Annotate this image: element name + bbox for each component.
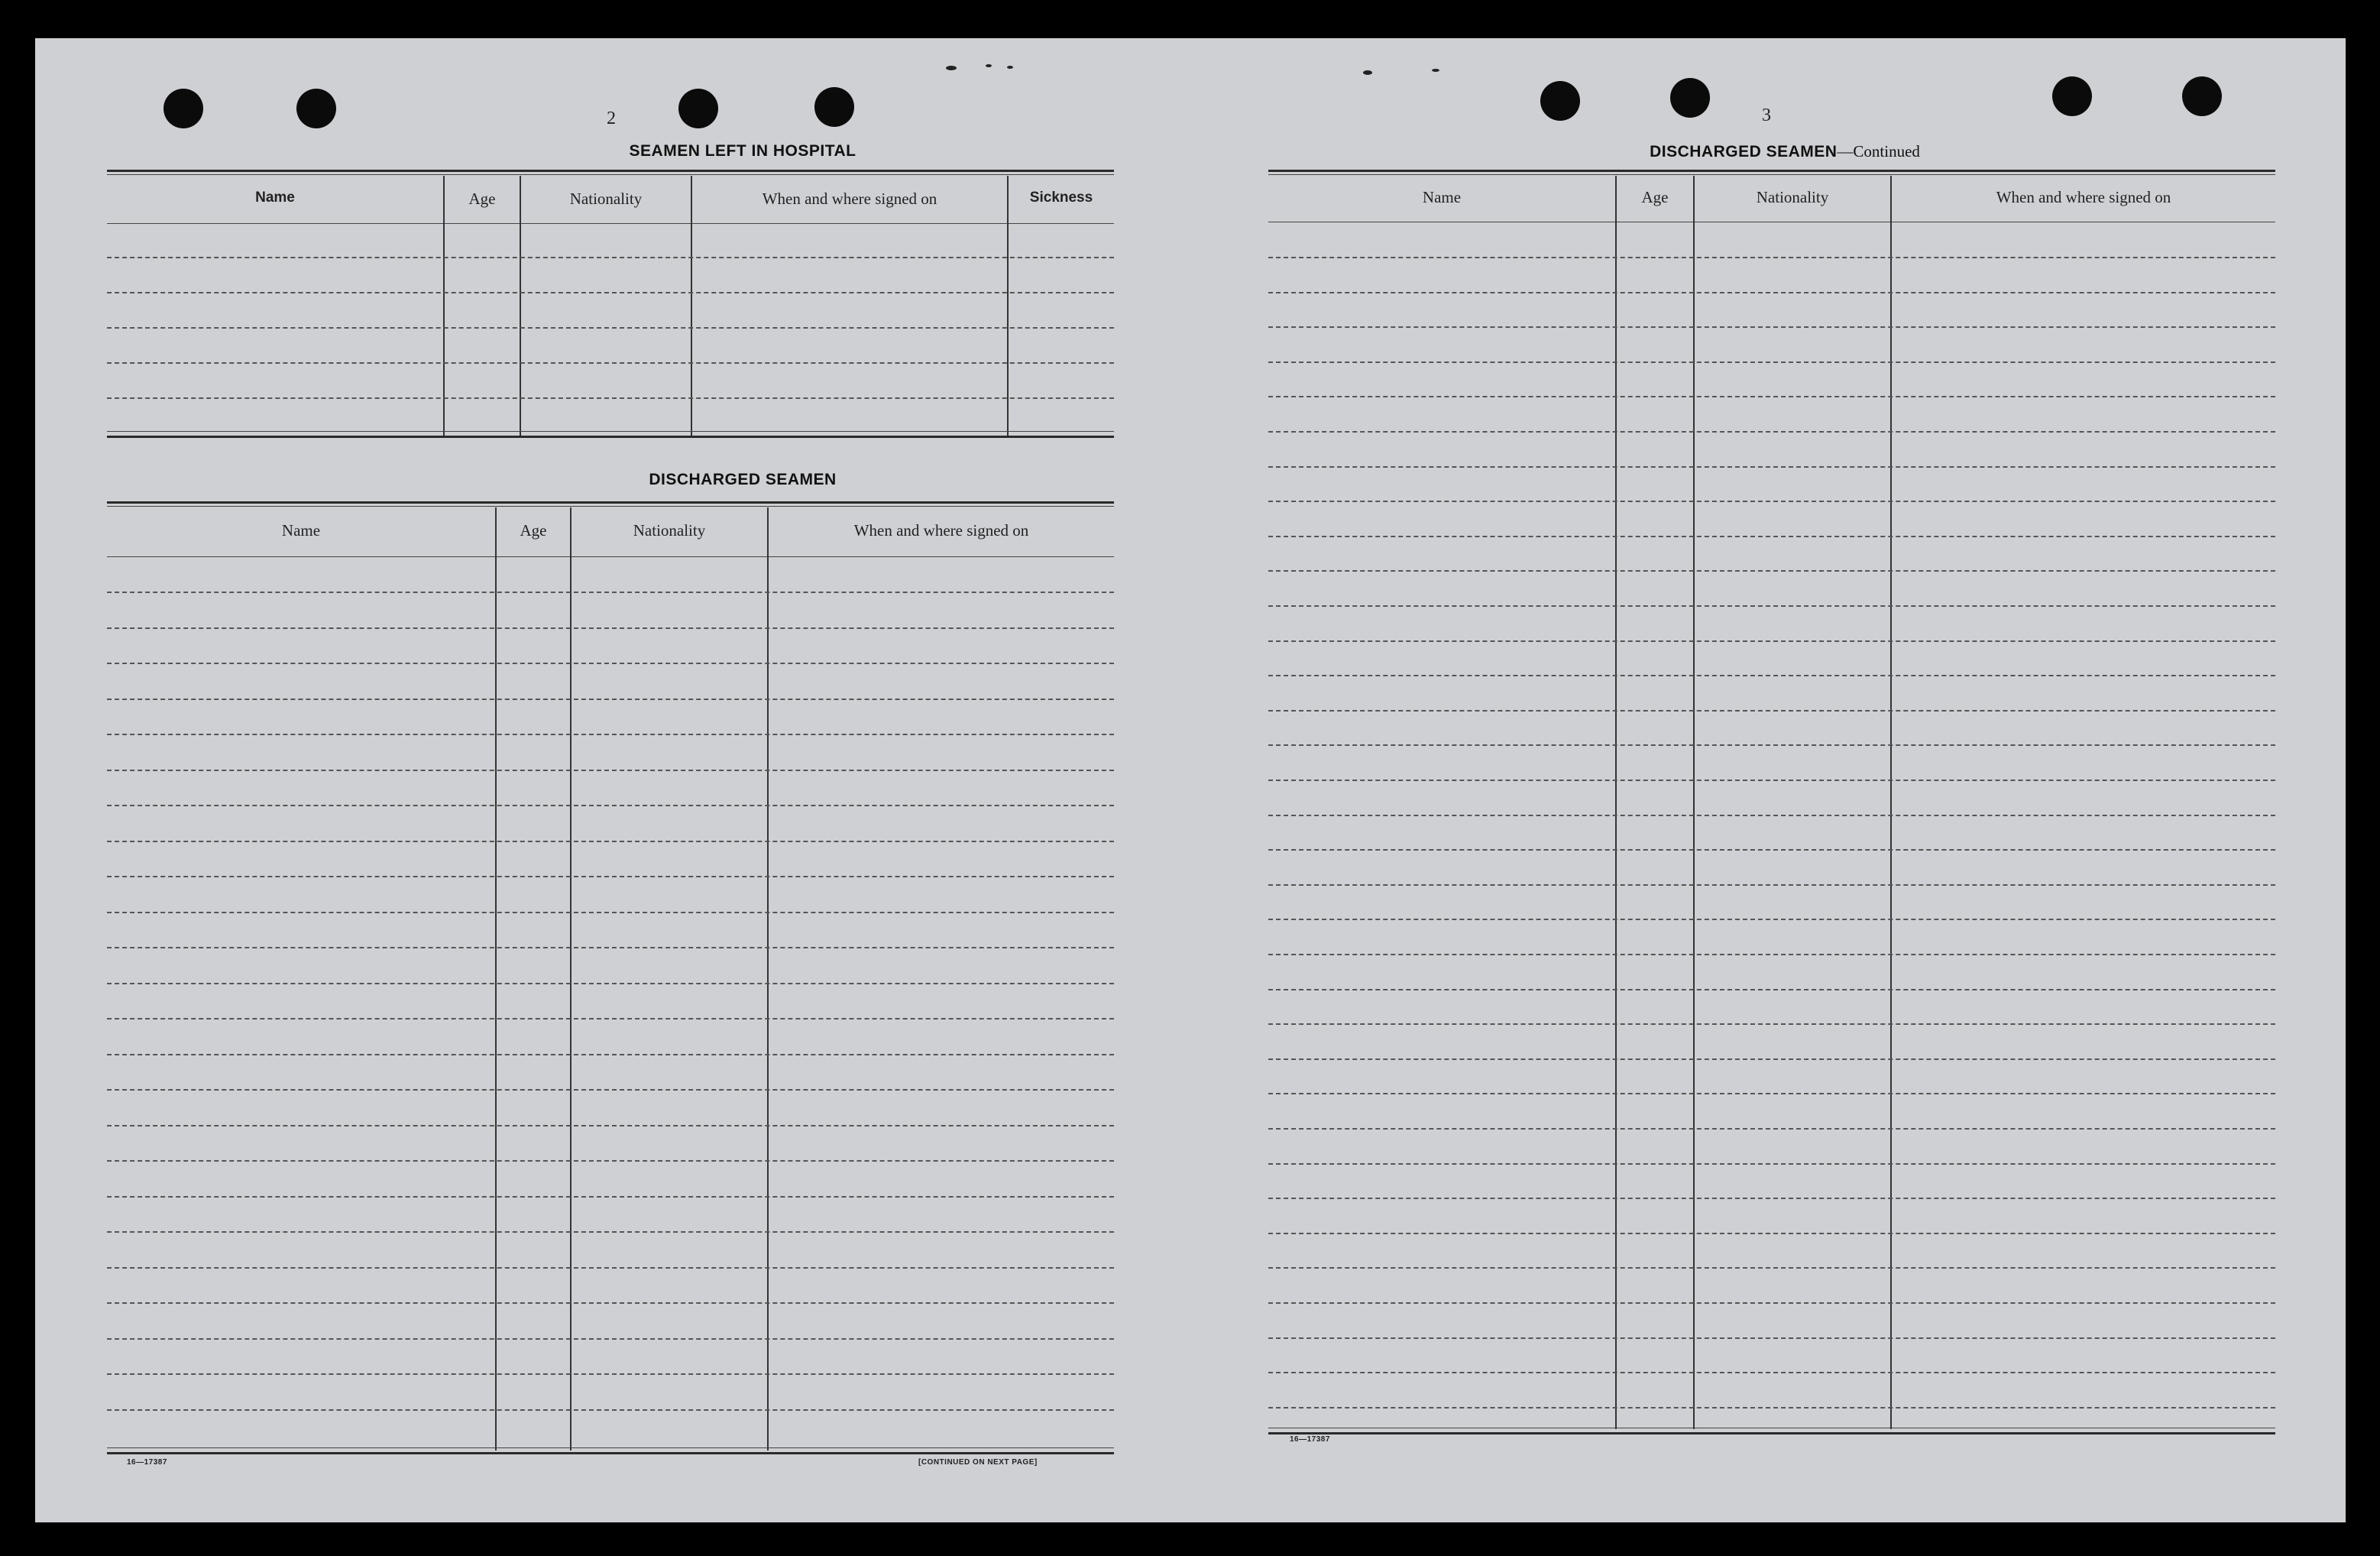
- table-bottom-rule: [107, 1452, 1114, 1454]
- column-divider: [1890, 176, 1892, 1429]
- column-divider: [691, 176, 692, 436]
- punch-hole: [2052, 76, 2092, 116]
- column-divider: [570, 507, 572, 1451]
- table-row: [107, 627, 1114, 629]
- table-row: [1268, 849, 2275, 851]
- table-row: [1268, 536, 2275, 537]
- table-row: [107, 841, 1114, 842]
- table-row: [1268, 744, 2275, 746]
- table-row: [1268, 292, 2275, 293]
- page-number-left: 2: [607, 109, 616, 128]
- table-row: [1268, 1407, 2275, 1409]
- table-row: [107, 876, 1114, 877]
- discharged-table-right: [1268, 170, 2275, 1469]
- table-row: [1268, 919, 2275, 920]
- column-header-signed-on: When and where signed on: [762, 190, 937, 208]
- table-row: [107, 327, 1114, 329]
- table-row: [1268, 1302, 2275, 1304]
- column-header-signed-on: When and where signed on: [1996, 188, 2171, 206]
- column-header-signed-on: When and where signed on: [853, 521, 1029, 540]
- column-divider: [495, 507, 497, 1451]
- table-top-rule: [107, 506, 1114, 507]
- table-row: [1268, 326, 2275, 328]
- table-row: [107, 947, 1114, 948]
- column-header-nationality: Nationality: [1756, 188, 1829, 206]
- table-row: [1268, 815, 2275, 816]
- table-row: [1268, 675, 2275, 676]
- speck: [1007, 66, 1013, 69]
- column-header-name: Name: [281, 521, 321, 540]
- speck: [946, 66, 957, 70]
- column-divider: [443, 176, 445, 436]
- table-row: [107, 592, 1114, 593]
- table-row: [107, 912, 1114, 913]
- punch-hole: [678, 89, 718, 128]
- table-bottom-rule: [107, 1447, 1114, 1448]
- table-row: [107, 699, 1114, 700]
- table-row: [107, 1160, 1114, 1162]
- table-top-rule: [107, 170, 1114, 172]
- table-row: [1268, 570, 2275, 572]
- table-row: [1268, 1163, 2275, 1165]
- discharged-continued-title: [1403, 142, 2167, 161]
- table-bottom-rule: [107, 436, 1114, 438]
- table-row: [1268, 501, 2275, 502]
- table-top-rule: [107, 174, 1114, 175]
- punch-hole: [814, 87, 854, 127]
- table-row: [107, 292, 1114, 293]
- punch-hole: [2182, 76, 2222, 116]
- column-divider: [1693, 176, 1695, 1429]
- column-header-age: Age: [520, 521, 547, 540]
- column-header-age: Age: [468, 190, 496, 208]
- table-row: [107, 257, 1114, 258]
- table-row: [107, 1302, 1114, 1304]
- table-row: [1268, 884, 2275, 886]
- table-row: [1268, 1233, 2275, 1234]
- table-row: [107, 663, 1114, 664]
- table-row: [107, 397, 1114, 399]
- table-row: [107, 734, 1114, 735]
- table-row: [1268, 1267, 2275, 1269]
- column-divider: [1615, 176, 1617, 1429]
- column-divider: [520, 176, 521, 436]
- column-header-name: Name: [1422, 188, 1462, 206]
- table-row: [107, 1196, 1114, 1198]
- table-row: [107, 1231, 1114, 1233]
- table-row: [107, 983, 1114, 984]
- table-row: [1268, 1093, 2275, 1094]
- table-row: [1268, 605, 2275, 607]
- table-row: [1268, 1058, 2275, 1060]
- form-number-left: 16—17387: [127, 1458, 167, 1467]
- table-row: [1268, 954, 2275, 955]
- discharged-table-left: [107, 501, 1114, 1495]
- table-row: [1268, 1337, 2275, 1339]
- column-header-nationality: Nationality: [633, 521, 706, 540]
- header-rule: [107, 223, 1114, 224]
- hospital-section-title: SEAMEN LEFT IN HOSPITAL: [629, 142, 856, 160]
- column-header-name: Name: [255, 190, 295, 206]
- table-row: [1268, 396, 2275, 397]
- title-text: DISCHARGED SEAMEN: [1650, 143, 1838, 160]
- punch-hole: [296, 89, 336, 128]
- column-header-sickness: Sickness: [1029, 190, 1093, 206]
- table-row: [1268, 431, 2275, 433]
- table-row: [1268, 1198, 2275, 1199]
- document-sheet: [35, 38, 2346, 1522]
- page-number-right: 3: [1762, 105, 1771, 125]
- table-row: [1268, 466, 2275, 468]
- punch-hole: [1540, 81, 1580, 121]
- speck: [986, 64, 992, 67]
- speck: [1432, 69, 1439, 72]
- table-row: [107, 1373, 1114, 1375]
- table-row: [107, 1125, 1114, 1126]
- table-row: [1268, 1023, 2275, 1025]
- continued-note: [CONTINUED ON NEXT PAGE]: [918, 1458, 1038, 1467]
- punch-hole: [1670, 78, 1710, 118]
- hospital-table: [107, 170, 1114, 491]
- discharged-section-title: DISCHARGED SEAMEN: [649, 471, 837, 488]
- punch-hole: [164, 89, 203, 128]
- table-row: [107, 1409, 1114, 1411]
- column-header-age: Age: [1641, 188, 1669, 206]
- table-top-rule: [107, 501, 1114, 504]
- table-row: [1268, 710, 2275, 712]
- table-top-rule: [1268, 170, 2275, 172]
- header-rule: [107, 556, 1114, 557]
- column-divider: [767, 507, 769, 1451]
- table-row: [107, 770, 1114, 771]
- column-header-nationality: Nationality: [569, 190, 643, 208]
- table-row: [107, 362, 1114, 364]
- table-row: [1268, 1128, 2275, 1130]
- table-row: [107, 1054, 1114, 1055]
- table-top-rule: [1268, 174, 2275, 175]
- table-bottom-rule: [1268, 1432, 2275, 1434]
- table-row: [107, 805, 1114, 806]
- table-row: [107, 1018, 1114, 1020]
- table-row: [1268, 1372, 2275, 1373]
- table-row: [107, 1338, 1114, 1340]
- table-bottom-rule: [107, 431, 1114, 432]
- table-row: [1268, 989, 2275, 990]
- table-row: [1268, 640, 2275, 642]
- title-suffix: —Continued: [1837, 142, 1920, 160]
- table-row: [1268, 780, 2275, 781]
- column-divider: [1007, 176, 1009, 436]
- table-row: [1268, 361, 2275, 363]
- table-row: [1268, 257, 2275, 258]
- speck: [1363, 70, 1372, 75]
- form-number-right: 16—17387: [1290, 1435, 1330, 1444]
- table-row: [107, 1089, 1114, 1091]
- table-row: [107, 1267, 1114, 1269]
